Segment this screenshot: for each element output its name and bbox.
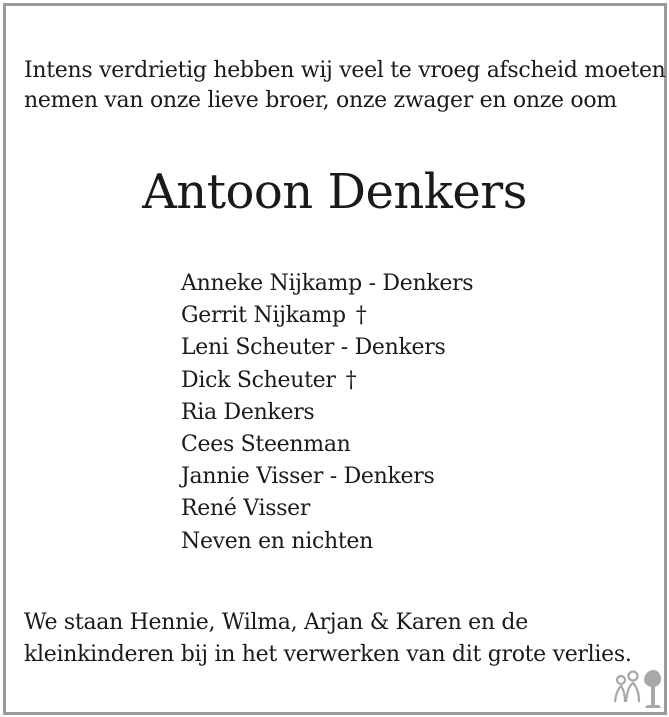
cross-mark: † bbox=[355, 303, 367, 329]
relative-item: Leni Scheuter - Denkers bbox=[181, 335, 446, 361]
deceased-name: Antoon Denkers bbox=[142, 164, 527, 220]
relatives-list bbox=[181, 268, 483, 558]
intro-line-1: Intens verdrietig hebben wij veel te vroeg afscheid moeten bbox=[24, 58, 666, 83]
relative-item: Cees Steenman bbox=[181, 432, 351, 458]
closing-line-2: kleinkinderen bij in het verwerken van dit grote verlies. bbox=[24, 642, 632, 667]
relative-item: Anneke Nijkamp - Denkers bbox=[181, 271, 474, 296]
relative-item: Jannie Visser - Denkers bbox=[181, 464, 435, 490]
relative-item: Dick Scheuter † bbox=[181, 367, 357, 393]
intro-line-2: nemen van onze lieve broer, onze zwager en onze oom bbox=[24, 88, 617, 113]
relative-item: Gerrit Nijkamp † bbox=[181, 303, 367, 329]
closing-line-1: We staan Hennie, Wilma, Arjan & Karen en de bbox=[24, 610, 528, 635]
relative-item: René Visser bbox=[181, 496, 311, 522]
cross-mark: † bbox=[345, 367, 357, 393]
closing-text bbox=[24, 607, 654, 671]
relative-item: Ria Denkers bbox=[181, 399, 315, 425]
intro-text bbox=[24, 56, 666, 116]
family-tree-logo-icon bbox=[612, 664, 662, 710]
relative-item: Neven en nichten bbox=[181, 528, 373, 554]
